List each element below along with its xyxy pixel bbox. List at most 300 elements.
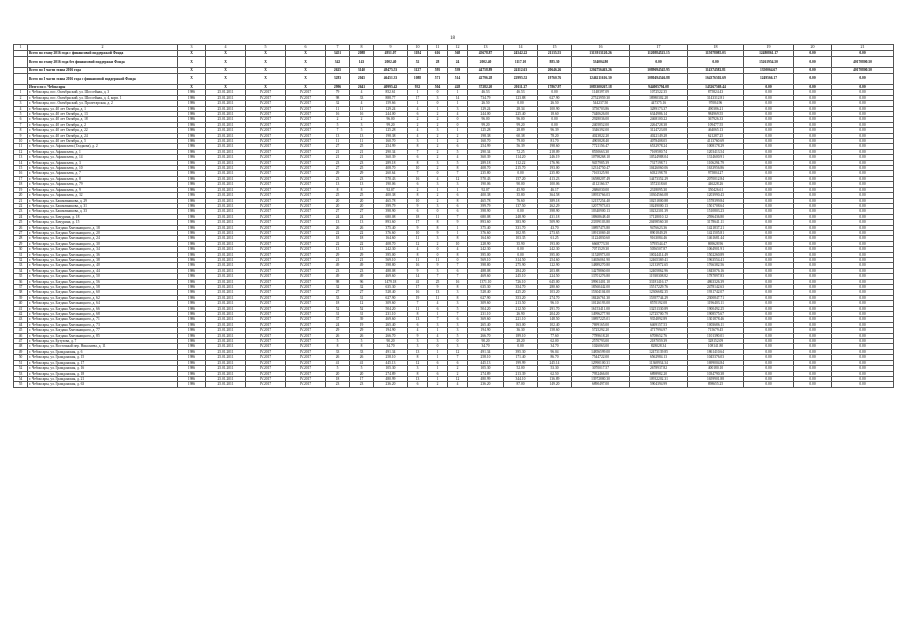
table-cell: 353.20: [504, 295, 538, 300]
table-cell: 2: [408, 122, 428, 127]
summary-cell: 15261954.50: [744, 56, 794, 67]
table-cell: 0.00: [832, 171, 894, 176]
summary-cell: 115078085.03: [688, 51, 744, 57]
table-cell: 17: [408, 285, 428, 290]
table-cell: 480.99: [374, 376, 408, 381]
row-number-cell: 45: [14, 328, 28, 333]
address-cell: г. Чебоксары, ул. Бичурина, д. 18: [28, 214, 178, 219]
table-cell: 2: [428, 193, 448, 198]
table-cell: 96.00: [468, 117, 504, 122]
table-cell: 189.10: [504, 333, 538, 338]
table-cell: 103.35: [504, 236, 538, 241]
table-cell: 7: [428, 317, 448, 322]
table-cell: 5904394.99: [630, 382, 688, 387]
summary-cell: 885.30: [538, 56, 572, 67]
table-cell: 37: [326, 317, 350, 322]
table-cell: 0.00: [744, 290, 794, 295]
table-cell: 3289173.37: [630, 106, 688, 111]
table-cell: 0.00: [794, 295, 832, 300]
table-cell: 360.39: [468, 155, 504, 160]
summary-cell: 504: [428, 84, 448, 90]
table-cell: 4: [408, 133, 428, 138]
table-cell: 3572318.60: [630, 182, 688, 187]
table-cell: 160.70: [468, 139, 504, 144]
table-cell: 893.60: [468, 220, 504, 225]
table-cell: 98: [326, 279, 350, 284]
table-cell: 29: [350, 252, 374, 257]
address-cell: г. Чебоксары, ул. Богдана Хмельницкого, д. 68: [28, 312, 178, 317]
table-cell: 7699165.00: [572, 322, 630, 327]
table-cell: 21: [350, 257, 374, 262]
table-cell: IV.2017: [246, 203, 286, 208]
table-cell: 0.00: [744, 382, 794, 387]
table-cell: 0.00: [744, 220, 794, 225]
table-cell: 98: [326, 95, 350, 100]
table-cell: 0.00: [794, 371, 832, 376]
table-cell: 1986: [178, 382, 206, 387]
table-cell: 13: [408, 349, 428, 354]
table-cell: 12990100.31: [572, 360, 630, 365]
table-cell: IV.2017: [286, 339, 326, 344]
table-cell: 3750703.86: [572, 106, 630, 111]
table-cell: 4: [408, 128, 428, 133]
summary-cell: X: [286, 67, 326, 73]
table-cell: 25.01.2011: [206, 230, 246, 235]
table-cell: 0.00: [794, 95, 832, 100]
table-cell: 17: [350, 376, 374, 381]
table-cell: 25.01.2011: [206, 285, 246, 290]
table-cell: 9163084.46: [630, 236, 688, 241]
table-cell: 23: [326, 382, 350, 387]
table-cell: 163.00: [504, 322, 538, 327]
row-number-cell: 37: [14, 285, 28, 290]
table-cell: IV.2017: [286, 328, 326, 333]
table-cell: 898655.25: [688, 382, 744, 387]
table-cell: 7: [408, 171, 428, 176]
row-number-cell: 26: [14, 225, 28, 230]
table-cell: 25.01.2011: [206, 328, 246, 333]
column-number-9: 9: [374, 45, 408, 51]
table-cell: 27: [326, 290, 350, 295]
table-cell: 242.30: [468, 247, 504, 252]
summary-cell: 22995.52: [504, 73, 538, 84]
table-cell: 15517229.76: [630, 285, 688, 290]
table-cell: 1986: [178, 112, 206, 117]
table-cell: 4863326.39: [688, 279, 744, 284]
table-cell: 34.70: [374, 344, 408, 349]
table-cell: 100.90: [538, 106, 572, 111]
table-cell: 34.70: [538, 344, 572, 349]
table-cell: 0.00: [504, 209, 538, 214]
table-cell: 0.00: [794, 241, 832, 246]
table-cell: 4: [428, 301, 448, 306]
table-cell: 25.01.2011: [206, 166, 246, 171]
summary-cell: 428: [448, 84, 468, 90]
row-number-cell: 16: [14, 171, 28, 176]
table-cell: IV.2017: [246, 209, 286, 214]
summary-cell: 1083300267.18: [572, 84, 630, 90]
table-cell: 528.40: [468, 290, 504, 295]
table-cell: 18: [326, 236, 350, 241]
table-cell: 8: [448, 285, 468, 290]
table-cell: 6: [448, 360, 468, 365]
table-cell: 0.00: [538, 90, 572, 95]
table-cell: 1986: [178, 295, 206, 300]
row-number-cell: 39: [14, 295, 28, 300]
table-cell: 10426060.06: [630, 166, 688, 171]
table-cell: 254.99: [374, 144, 408, 149]
table-cell: 290.34: [468, 149, 504, 154]
table-cell: 96.00: [374, 117, 408, 122]
summary-cell: 1080494546.88: [630, 73, 688, 84]
table-cell: 309.60: [468, 301, 504, 306]
table-cell: IV.2017: [246, 144, 286, 149]
table-cell: IV.2017: [286, 285, 326, 290]
row-number-cell: 38: [14, 290, 28, 295]
table-cell: 123.88: [504, 95, 538, 100]
summary-cell: 534004.80: [572, 56, 630, 67]
table-cell: IV.2017: [286, 149, 326, 154]
table-cell: 2318095.30: [630, 187, 688, 192]
table-cell: 975804.27: [688, 171, 744, 176]
column-number-6: 6: [286, 45, 326, 51]
row-number-cell: 40: [14, 301, 28, 306]
table-cell: 413.23: [538, 176, 572, 181]
table-cell: 21: [326, 149, 350, 154]
table-cell: 0.00: [744, 322, 794, 327]
table-cell: IV.2017: [286, 344, 326, 349]
summary-label: Всего по I части этапа 2016 года: [28, 67, 178, 73]
table-cell: 1986: [178, 90, 206, 95]
table-body: [14, 51, 894, 388]
table-cell: 25.01.2011: [206, 225, 246, 230]
table-cell: 221.10: [504, 317, 538, 322]
table-cell: 0.00: [794, 160, 832, 165]
table-cell: 39: [350, 317, 374, 322]
row-number-cell: 35: [14, 274, 28, 279]
table-cell: 0.00: [794, 220, 832, 225]
table-cell: 52: [326, 306, 350, 311]
table-cell: 7952466.00: [572, 371, 630, 376]
table-cell: 212.50: [504, 306, 538, 311]
column-number-13: 13: [468, 45, 504, 51]
table-cell: 280.60: [538, 285, 572, 290]
table-cell: 2: [408, 187, 428, 192]
table-cell: 0.00: [794, 112, 832, 117]
table-cell: 25.01.2011: [206, 139, 246, 144]
table-cell: IV.2017: [246, 133, 286, 138]
table-cell: 149.20: [538, 382, 572, 387]
row-number-cell: 33: [14, 263, 28, 268]
address-cell: г. Чебоксары, ул. Афанасьева, д. 10: [28, 166, 178, 171]
table-cell: 2: [428, 112, 448, 117]
table-cell: 0.00: [794, 317, 832, 322]
table-cell: 2187059.39: [630, 339, 688, 344]
table-cell: 129.24: [374, 106, 408, 111]
table-cell: 25.01.2011: [206, 128, 246, 133]
table-cell: 32: [350, 285, 374, 290]
table-cell: IV.2017: [246, 339, 286, 344]
table-cell: 0.00: [744, 139, 794, 144]
summary-cell: 1089694545.95: [630, 67, 688, 73]
table-cell: 0.00: [744, 360, 794, 365]
table-cell: 13: [350, 220, 374, 225]
table-cell: 3: [428, 322, 448, 327]
table-cell: 0.00: [744, 349, 794, 354]
table-cell: 33: [350, 95, 374, 100]
address-cell: г. Чебоксары, ул. Афанасьева, д. 14: [28, 155, 178, 160]
table-cell: IV.2017: [246, 149, 286, 154]
table-cell: 0.00: [794, 182, 832, 187]
table-cell: 0.00: [794, 344, 832, 349]
table-cell: 16: [408, 176, 428, 181]
table-cell: 60.38: [504, 133, 538, 138]
table-cell: 25.01.2011: [206, 382, 246, 387]
table-cell: 105.30: [468, 366, 504, 371]
table-cell: 0: [428, 344, 448, 349]
address-cell: г. Чебоксары, ул. Башмачникова, д. 33: [28, 209, 178, 214]
table-cell: 16588207.49: [572, 176, 630, 181]
table-cell: 254.99: [468, 144, 504, 149]
table-cell: 35.80: [504, 193, 538, 198]
table-cell: 3070017.57: [572, 366, 630, 371]
address-cell: г. Чебоксары, ул. 40 лет Октября, д. 18: [28, 117, 178, 122]
table-cell: 137.50: [504, 203, 538, 208]
table-cell: 1101390.01: [688, 333, 744, 338]
table-cell: 9457985.39: [572, 160, 630, 165]
summary-cell: 3451: [326, 51, 350, 57]
table-cell: 122.90: [538, 263, 572, 268]
table-cell: 258.10: [374, 355, 408, 360]
table-cell: 6: [448, 193, 468, 198]
table-cell: IV.2017: [246, 90, 286, 95]
table-cell: 0.00: [832, 160, 894, 165]
table-cell: 509.90: [538, 220, 572, 225]
table-cell: 0.00: [794, 171, 832, 176]
table-cell: 11: [350, 139, 374, 144]
summary-cell: X: [246, 73, 286, 84]
table-cell: 4: [350, 101, 374, 106]
summary-cell: 2002.40: [374, 56, 408, 67]
summary-cell: 28: [428, 56, 448, 67]
table-cell: 7: [448, 274, 468, 279]
table-cell: 26: [326, 225, 350, 230]
table-cell: 0.00: [794, 355, 832, 360]
table-cell: 0.00: [744, 176, 794, 181]
table-cell: 3: [448, 106, 468, 111]
table-cell: 2: [428, 166, 448, 171]
table-cell: 7317198.71: [630, 160, 688, 165]
table-cell: 0.00: [794, 366, 832, 371]
table-cell: IV.2017: [286, 225, 326, 230]
table-cell: 0.00: [832, 382, 894, 387]
table-cell: 25.01.2011: [206, 274, 246, 279]
table-cell: 10: [408, 230, 428, 235]
table-cell: 25: [350, 193, 374, 198]
summary-cell: 37282.20: [468, 84, 504, 90]
table-cell: 331.70: [504, 225, 538, 230]
table-cell: 260.64: [374, 171, 408, 176]
table-cell: 0.00: [794, 247, 832, 252]
address-cell: г. Чебоксары, ул. Богдана Хмельницкого, д. 50: [28, 274, 178, 279]
table-cell: 0.00: [794, 274, 832, 279]
summary-cell: 24112.63: [504, 67, 538, 73]
table-cell: 445.13: [468, 360, 504, 365]
table-cell: 875824.43: [688, 90, 744, 95]
table-cell: 364.58: [538, 193, 572, 198]
table-cell: 4023822.20: [572, 133, 630, 138]
summary-cell: X: [286, 84, 326, 90]
table-cell: 1: [428, 106, 448, 111]
summary-label: Всего по этапу 2016 года без финансовой поддержки Фонда: [28, 56, 178, 67]
table-cell: 25.01.2011: [206, 220, 246, 225]
table-cell: 10251800.88: [630, 198, 688, 203]
table-cell: 12133972.65: [630, 263, 688, 268]
table-cell: 4: [448, 382, 468, 387]
table-cell: 2405852.00: [572, 122, 630, 127]
table-cell: 1196403.11: [688, 301, 744, 306]
table-cell: IV.2017: [286, 241, 326, 246]
table-cell: 528.40: [374, 290, 408, 295]
address-cell: г. Чебоксары, ул. Афанасьева, д. 79: [28, 182, 178, 187]
table-cell: IV.2017: [286, 155, 326, 160]
table-cell: IV.2017: [246, 344, 286, 349]
table-cell: 0.00: [744, 133, 794, 138]
column-number-3: 3: [178, 45, 206, 51]
table-cell: 447375.16: [630, 101, 688, 106]
table-cell: 680.08: [468, 214, 504, 219]
table-cell: 0.00: [504, 247, 538, 252]
table-cell: 81.70: [538, 139, 572, 144]
table-cell: 8: [408, 355, 428, 360]
table-cell: 7071529.30: [572, 247, 630, 252]
table-cell: 6: [408, 382, 428, 387]
table-cell: 0.00: [832, 328, 894, 333]
table-cell: 1986: [178, 203, 206, 208]
table-cell: 1986: [178, 198, 206, 203]
table-cell: 7: [448, 355, 468, 360]
table-cell: 1064901.91: [688, 247, 744, 252]
table-cell: 25.01.2011: [206, 376, 246, 381]
table-cell: 1045376.03: [688, 355, 744, 360]
table-cell: 1986: [178, 160, 206, 165]
table-cell: 25.01.2011: [206, 193, 246, 198]
table-cell: 12725700.79: [630, 312, 688, 317]
table-cell: 12: [408, 360, 428, 365]
row-number-cell: 29: [14, 241, 28, 246]
table-cell: IV.2017: [286, 376, 326, 381]
table-cell: 164.60: [374, 236, 408, 241]
table-cell: 16: [350, 112, 374, 117]
table-cell: 3: [448, 322, 468, 327]
summary-cell: 0.00: [794, 51, 832, 57]
table-cell: 235.80: [468, 171, 504, 176]
summary-cell: 0.00: [688, 56, 744, 67]
table-cell: 225.40: [504, 112, 538, 117]
table-cell: 16: [448, 279, 468, 284]
table-cell: IV.2017: [286, 382, 326, 387]
table-cell: 0.00: [744, 90, 794, 95]
table-cell: 76.60: [504, 198, 538, 203]
table-cell: 96.00: [504, 117, 538, 122]
table-cell: 4: [448, 247, 468, 252]
address-cell: г. Чебоксары, ул. Богдана Хмельницкого, д. 77: [28, 328, 178, 333]
table-cell: 408.70: [374, 241, 408, 246]
table-cell: 0.00: [538, 117, 572, 122]
row-number-cell: 55: [14, 382, 28, 387]
table-cell: 102.40: [538, 322, 572, 327]
table-cell: 4905828.40: [572, 139, 630, 144]
table-cell: 25.01.2011: [206, 257, 246, 262]
table-cell: 10126193.00: [572, 301, 630, 306]
table-cell: 25.01.2011: [206, 90, 246, 95]
table-cell: 1501708.64: [688, 203, 744, 208]
table-cell: 2: [428, 149, 448, 154]
table-cell: 25.01.2011: [206, 290, 246, 295]
table-cell: 893.60: [374, 220, 408, 225]
table-cell: 13: [428, 290, 448, 295]
summary-cell: 114374582.81: [688, 67, 744, 73]
table-cell: 49: [350, 274, 374, 279]
table-cell: 2: [326, 117, 350, 122]
table-cell: 11368934.34: [630, 360, 688, 365]
row-number-cell: 7: [14, 122, 28, 127]
summary-cell: 514: [448, 73, 468, 84]
table-cell: IV.2017: [286, 193, 326, 198]
table-cell: 1371.10: [468, 279, 504, 284]
table-cell: 1510803.23: [688, 209, 744, 214]
summary-cell: 20646.26: [538, 67, 572, 73]
table-cell: IV.2017: [246, 349, 286, 354]
row-number-cell: 53: [14, 371, 28, 376]
table-cell: 17128010.12: [630, 214, 688, 219]
address-cell: г. Чебоксары, ул. 40 лет Октября, д. 2: [28, 122, 178, 127]
table-cell: 0.00: [744, 333, 794, 338]
table-cell: 160.70: [374, 139, 408, 144]
table-cell: 14: [448, 95, 468, 100]
summary-cell: X: [178, 56, 206, 67]
table-cell: 1986: [178, 317, 206, 322]
table-cell: 408.70: [374, 166, 408, 171]
table-cell: 1986: [178, 366, 206, 371]
summary-cell: 2625: [326, 67, 350, 73]
summary-cell: 21135.55: [538, 51, 572, 57]
summary-cell: 616: [428, 51, 448, 57]
table-cell: 6: [448, 144, 468, 149]
table-cell: 53.30: [538, 366, 572, 371]
table-cell: 0.00: [744, 344, 794, 349]
table-cell: 569.10: [374, 257, 408, 262]
table-cell: 10897225.01: [572, 317, 630, 322]
summary-cell: 12480861.17: [744, 51, 794, 57]
table-cell: 25: [428, 279, 448, 284]
table-cell: 0.00: [794, 225, 832, 230]
table-cell: IV.2017: [246, 279, 286, 284]
table-cell: 1931742.07: [688, 290, 744, 295]
table-cell: 79.00: [504, 139, 538, 144]
table-cell: 395.30: [504, 349, 538, 354]
table-cell: IV.2017: [246, 268, 286, 273]
table-cell: IV.2017: [286, 274, 326, 279]
table-cell: 1: [428, 349, 448, 354]
row-number-cell: 4: [14, 106, 28, 111]
table-cell: 6: [448, 209, 468, 214]
table-cell: 0.00: [794, 339, 832, 344]
table-cell: 1986: [178, 209, 206, 214]
table-cell: 1461681.44: [688, 236, 744, 241]
table-cell: 0.00: [794, 117, 832, 122]
table-cell: 235.80: [538, 171, 572, 176]
